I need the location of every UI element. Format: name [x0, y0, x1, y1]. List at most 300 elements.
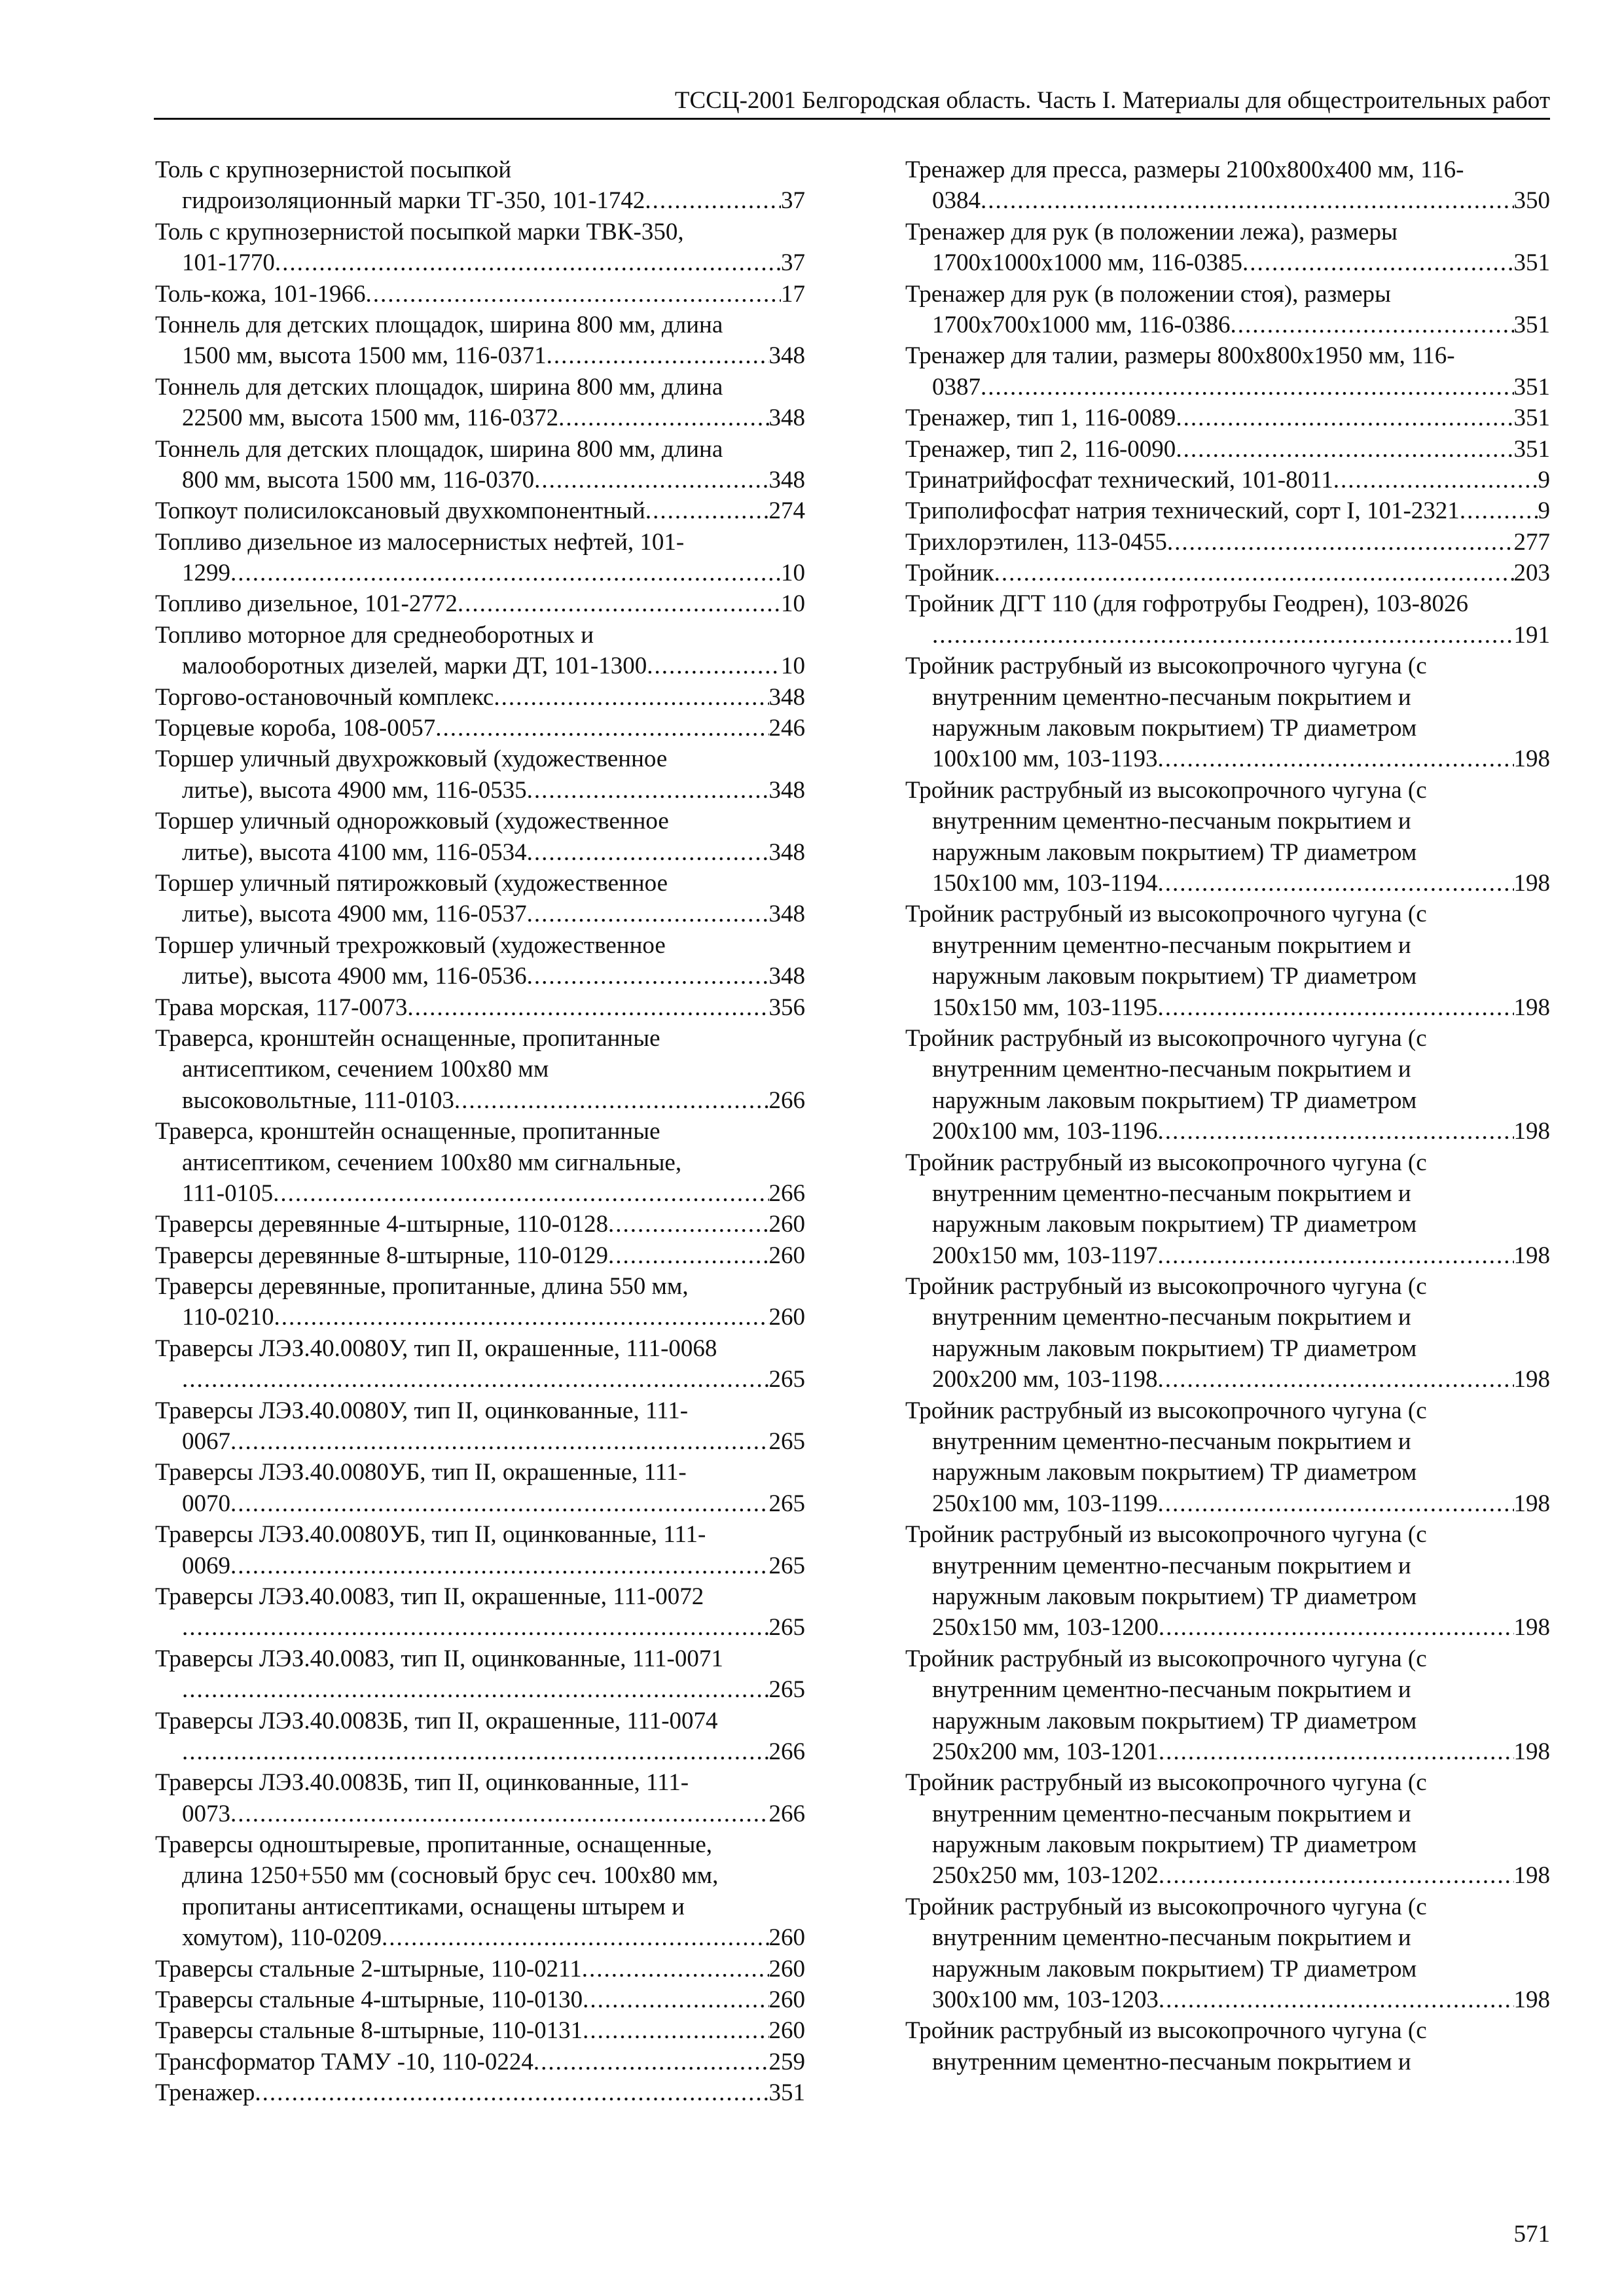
index-entry-text: Тройник раструбный из высокопрочного чугуна (с	[905, 901, 1427, 928]
dot-leader	[1176, 403, 1513, 433]
dot-leader	[1159, 1612, 1514, 1643]
index-entry-text: Траверсы деревянные 4-штырные, 110-0128	[155, 1211, 608, 1238]
index-entry-text: Трихлорэтилен, 113-0455	[905, 528, 1167, 556]
index-entry-leader-line	[155, 495, 805, 526]
index-entry-leader-line	[905, 1612, 1550, 1643]
index-entry-leader-line	[905, 247, 1550, 278]
index-column-right	[905, 154, 1550, 2077]
index-entry-text: внутренним цементно-песчаным покрытием и	[932, 1676, 1411, 1704]
index-entry-text: Траверсы ЛЭЗ.40.0083, тип II, окрашенные, 111-0072	[155, 1583, 704, 1610]
index-entry	[905, 651, 1550, 775]
index-entry-text: Траверсы деревянные 8-штырные, 110-0129	[155, 1242, 608, 1269]
index-entry-text: Тройник раструбный из высокопрочного чугуна (с	[905, 1024, 1427, 1052]
index-entry-page: 198	[1513, 1614, 1550, 1641]
index-entry-leader-line	[155, 713, 805, 744]
index-entry-leader-line	[155, 1488, 805, 1519]
index-entry-page: 10	[781, 653, 805, 680]
index-entry-leader-line	[155, 403, 805, 433]
index-entry-leader-line	[155, 1799, 805, 1829]
index-entry-leader-line	[155, 992, 805, 1023]
index-entry-page: 260	[768, 1304, 805, 1331]
index-entry-text: наружным лаковым покрытием) ТР диаметром	[932, 1831, 1417, 1859]
index-entry-leader-line	[155, 1085, 805, 1116]
index-entry-text: Тренажер для пресса, размеры 2100х800х400 мм, 116-	[905, 156, 1464, 183]
index-entry-leader-line	[905, 1116, 1550, 1147]
index-entry-text: Тренажер для рук (в положении стоя), размеры	[905, 280, 1391, 308]
index-entry-leader-line	[155, 1240, 805, 1271]
index-entry-leader-line	[155, 775, 805, 806]
index-entry-text: 110-0210	[182, 1304, 274, 1331]
index-entry	[155, 1395, 805, 1458]
index-entry-page: 348	[768, 342, 805, 370]
index-entry-leader-line	[155, 1551, 805, 1581]
index-entry	[155, 1767, 805, 1829]
index-entry-text: Тройник раструбный из высокопрочного чугуна (с	[905, 1769, 1427, 1797]
index-entry	[905, 217, 1550, 279]
index-entry-text: 0073	[182, 1800, 230, 1827]
index-entry-text: Топливо моторное для среднеоборотных и	[155, 621, 594, 649]
dot-leader	[645, 185, 781, 216]
index-entry	[155, 1271, 805, 1333]
index-entry	[155, 1240, 805, 1271]
index-entry-leader-line	[155, 588, 805, 619]
index-entry-leader-line	[155, 247, 805, 278]
index-entry	[155, 1954, 805, 1984]
index-entry-page: 9	[1538, 466, 1550, 493]
index-entry-leader-line	[905, 372, 1550, 403]
index-entry	[155, 806, 805, 868]
index-entry-page: 351	[1513, 435, 1550, 463]
index-entry-text: Траверсы деревянные, пропитанные, длина 550 мм,	[155, 1273, 689, 1300]
index-entry-page: 259	[768, 2048, 805, 2075]
index-entry-leader-line	[155, 2047, 805, 2077]
index-entry-text: гидроизоляционный марки ТГ-350, 101-1742	[182, 187, 645, 215]
index-entry-text: Траверсы стальные 4-штырные, 110-0130	[155, 1986, 583, 2014]
index-entry-text: Тройник	[905, 560, 994, 587]
index-entry-leader-line	[905, 310, 1550, 340]
dot-leader	[255, 2077, 768, 2108]
index-entry-page: 348	[768, 466, 805, 493]
dot-leader	[407, 992, 768, 1023]
index-entry	[155, 279, 805, 310]
index-entry-text: 0070	[182, 1490, 230, 1517]
index-entry-text: 250х100 мм, 103-1199	[932, 1490, 1158, 1517]
dot-leader	[1460, 495, 1538, 526]
index-entry-text: внутренним цементно-песчаным покрытием и	[932, 683, 1411, 711]
dot-leader	[274, 1302, 768, 1333]
index-entry-leader-line	[905, 744, 1550, 774]
index-entry-page: 17	[781, 280, 805, 308]
index-entry-leader-line	[155, 465, 805, 495]
index-entry-text: литье), высота 4900 мм, 116-0535	[182, 776, 527, 804]
dot-leader	[230, 1426, 769, 1457]
index-entry	[905, 899, 1550, 1023]
index-entry-text: Тройник раструбный из высокопрочного чугуна (с	[905, 2017, 1427, 2045]
dot-leader	[230, 1799, 769, 1829]
index-entry-leader-line	[905, 434, 1550, 465]
index-entry-text: внутренним цементно-песчаным покрытием и	[932, 1428, 1411, 1456]
index-entry-page: 198	[1513, 869, 1550, 897]
index-entry-page: 351	[768, 2079, 805, 2107]
index-entry-page: 10	[781, 590, 805, 618]
index-entry-text: Топливо дизельное из малосернистых нефтей, 101-	[155, 528, 685, 556]
index-entry-text: Тройник раструбный из высокопрочного чугуна (с	[905, 1645, 1427, 1672]
index-entry	[155, 372, 805, 434]
index-entry-text: Толь с крупнозернистой посыпкой	[155, 156, 512, 183]
index-entry-text: 200х200 мм, 103-1198	[932, 1366, 1158, 1393]
index-entry-text: антисептиком, сечением 100х80 мм сигнальные,	[182, 1149, 682, 1176]
index-entry	[905, 279, 1550, 341]
index-entry-text: Тройник раструбный из высокопрочного чугуна (с	[905, 1149, 1427, 1176]
index-entry	[155, 2015, 805, 2046]
dot-leader	[1231, 310, 1514, 340]
index-entry-text: Торшер уличный однорожковый (художественное	[155, 808, 669, 835]
index-entry	[905, 1271, 1550, 1395]
index-entry-text: Тренажер, тип 1, 116-0089	[905, 404, 1176, 432]
index-entry-page: 198	[1513, 1118, 1550, 1145]
index-entry-text: 200х100 мм, 103-1196	[932, 1118, 1158, 1145]
index-entry-page: 9	[1538, 497, 1550, 525]
dot-leader	[558, 403, 768, 433]
index-entry-leader-line	[905, 185, 1550, 216]
index-entry-leader-line	[155, 558, 805, 588]
dot-leader	[230, 1488, 769, 1519]
index-entry-text: Топливо дизельное, 101-2772	[155, 590, 458, 618]
index-entry-text: малооборотных дизелей, марки ДТ, 101-1300	[182, 653, 647, 680]
index-entry-leader-line	[905, 465, 1550, 495]
index-entry-page: 351	[1513, 311, 1550, 338]
index-entry-page: 356	[768, 994, 805, 1021]
header-title: ТССЦ-2001 Белгородская область. Часть I. Материалы для общестроительных работ	[674, 87, 1550, 114]
index-entry	[905, 775, 1550, 899]
index-entry-text: Траверсы ЛЭЗ.40.0083Б, тип II, оцинкованные, 111-	[155, 1769, 689, 1797]
dot-leader	[647, 651, 781, 681]
index-entry-text: 22500 мм, высота 1500 мм, 116-0372	[182, 404, 559, 432]
index-entry-text: Тоннель для детских площадок, ширина 800 мм, длина	[155, 373, 723, 401]
index-entry-text: длина 1250+550 мм (сосновый брус сеч. 100х80 мм,	[182, 1862, 719, 1890]
index-entry-text: литье), высота 4900 мм, 116-0536	[182, 963, 527, 990]
dot-leader	[981, 185, 1514, 216]
index-entry-text: наружным лаковым покрытием) ТР диаметром	[932, 1955, 1417, 1982]
index-entry-leader-line	[905, 868, 1550, 899]
index-entry-page: 260	[768, 1211, 805, 1238]
index-entry-text: 0069	[182, 1552, 230, 1579]
index-entry-text: Торшер уличный двухрожковый (художественное	[155, 745, 668, 773]
index-entry-text: Тренажер для рук (в положении лежа), размеры	[905, 218, 1398, 245]
index-entry-text: внутренним цементно-песчаным покрытием и	[932, 1800, 1411, 1827]
index-entry-text: внутренним цементно-песчаным покрытием и	[932, 808, 1411, 835]
index-entry	[155, 682, 805, 713]
index-entry-text: Траверсы ЛЭЗ.40.0080У, тип II, оцинкованные, 111-	[155, 1397, 689, 1424]
index-entry-leader-line	[155, 279, 805, 310]
index-entry-page: 266	[768, 1738, 805, 1765]
dot-leader	[534, 465, 768, 495]
dot-leader	[527, 837, 769, 868]
index-entry-text: 150х150 мм, 103-1195	[932, 994, 1158, 1021]
index-entry	[155, 1023, 805, 1116]
dot-leader	[1333, 465, 1538, 495]
index-entry-page: 265	[768, 1428, 805, 1456]
index-entry-page: 348	[768, 963, 805, 990]
index-entry-page: 351	[1513, 404, 1550, 432]
dot-leader	[645, 495, 769, 526]
index-entry-page: 198	[1513, 994, 1550, 1021]
dot-leader	[273, 1178, 768, 1209]
dot-leader	[1158, 1116, 1514, 1147]
index-entry	[905, 434, 1550, 465]
dot-leader	[182, 1364, 769, 1395]
index-entry-text: Тренажер, тип 2, 116-0090	[905, 435, 1176, 463]
index-entry-leader-line	[155, 1426, 805, 1457]
index-entry-text: внутренним цементно-песчаным покрытием и	[932, 2048, 1411, 2075]
dot-leader	[583, 1984, 768, 2015]
index-entry-page: 198	[1513, 1738, 1550, 1765]
index-entry	[155, 310, 805, 372]
index-entry-text: Траверсы ЛЭЗ.40.0080УБ, тип II, оцинкованные, 111-	[155, 1521, 706, 1549]
index-entry-page: 274	[768, 497, 805, 525]
index-entry-leader-line	[155, 1364, 805, 1395]
index-entry-text: 1299	[182, 560, 230, 587]
index-entry-text: Траверсы ЛЭЗ.40.0083, тип II, оцинкованные, 111-0071	[155, 1645, 723, 1672]
index-entry-leader-line	[155, 1209, 805, 1240]
index-entry-text: внутренним цементно-песчаным покрытием и	[932, 1552, 1411, 1579]
index-entry-text: 150х100 мм, 103-1194	[932, 869, 1158, 897]
index-entry-text: 1700х1000х1000 мм, 116-0385	[932, 249, 1243, 277]
index-entry-text: наружным лаковым покрытием) ТР диаметром	[932, 1707, 1417, 1734]
index-entry-text: Триполифосфат натрия технический, сорт I, 101-2321	[905, 497, 1460, 525]
index-entry	[905, 1643, 1550, 1768]
dot-leader	[1159, 1860, 1514, 1891]
index-entry	[155, 217, 805, 279]
index-column-left	[155, 154, 805, 2109]
index-entry-text: 250х250 мм, 103-1202	[932, 1862, 1159, 1890]
index-entry-leader-line	[155, 340, 805, 371]
index-entry-leader-line	[155, 1674, 805, 1705]
index-entry-text: наружным лаковым покрытием) ТР диаметром	[932, 1583, 1417, 1610]
index-entry-text: 111-0105	[182, 1179, 274, 1207]
index-entry-leader-line	[155, 1954, 805, 1984]
index-entry-text: хомутом), 110-0209	[182, 1924, 382, 1952]
index-entry-text: высоковольтные, 111-0103	[182, 1086, 454, 1114]
index-entry-text: Тоннель для детских площадок, ширина 800 мм, длина	[155, 311, 723, 338]
index-entry-page: 348	[768, 776, 805, 804]
index-entry-text: внутренним цементно-песчаным покрытием и	[932, 1056, 1411, 1083]
index-entry-leader-line	[155, 1178, 805, 1209]
index-entry-leader-line	[905, 992, 1550, 1023]
dot-leader	[533, 2047, 769, 2077]
index-entry	[155, 1984, 805, 2015]
index-entry	[155, 744, 805, 806]
index-entry-text: внутренним цементно-песчаным покрытием и	[932, 1179, 1411, 1207]
index-entry	[905, 1023, 1550, 1147]
index-entry-page: 198	[1513, 1862, 1550, 1890]
index-entry-text: 300х100 мм, 103-1203	[932, 1986, 1159, 2014]
index-entry-text: внутренним цементно-песчаным покрытием и	[932, 1924, 1411, 1952]
index-entry-page: 266	[768, 1179, 805, 1207]
dot-leader	[230, 1551, 769, 1581]
index-entry	[155, 1829, 805, 1954]
index-entry-page: 37	[781, 187, 805, 215]
index-entry-text: наружным лаковым покрытием) ТР диаметром	[932, 1335, 1417, 1362]
dot-leader	[932, 620, 1514, 651]
index-entry-text: антисептиком, сечением 100х80 мм	[182, 1056, 549, 1083]
index-entry-text: наружным лаковым покрытием) ТР диаметром	[932, 1459, 1417, 1486]
index-entry	[155, 1519, 805, 1581]
index-entry-text: Торшер уличный трехрожковый (художественное	[155, 931, 666, 959]
index-entry-text: 0387	[932, 373, 981, 401]
index-entry	[155, 527, 805, 589]
index-entry-page: 198	[1513, 1242, 1550, 1269]
index-entry-leader-line	[155, 1984, 805, 2015]
index-entry	[905, 495, 1550, 526]
index-entry-text: Тринатрийфосфат технический, 101-8011	[905, 466, 1333, 493]
index-entry-leader-line	[905, 1860, 1550, 1891]
dot-leader	[182, 1674, 769, 1705]
index-entry-page: 260	[768, 2017, 805, 2045]
index-entry-leader-line	[155, 682, 805, 713]
index-entry-leader-line	[155, 899, 805, 929]
index-entry-page: 260	[768, 1986, 805, 2014]
index-entry-page: 260	[768, 1955, 805, 1982]
index-entry-text: 200х150 мм, 103-1197	[932, 1242, 1158, 1269]
index-entry	[905, 2015, 1550, 2077]
dot-leader	[1159, 1984, 1514, 2015]
dot-leader	[1158, 1364, 1514, 1395]
index-entry-leader-line	[905, 1488, 1550, 1519]
index-entry	[905, 588, 1550, 651]
index-entry-page: 266	[768, 1800, 805, 1827]
index-entry-leader-line	[155, 1302, 805, 1333]
index-entry-text: Тройник раструбный из высокопрочного чугуна (с	[905, 1397, 1427, 1424]
index-entry-text: Торгово-остановочный комплекс	[155, 683, 494, 711]
index-entry-leader-line	[155, 1612, 805, 1643]
index-entry	[155, 588, 805, 619]
index-entry	[155, 2077, 805, 2108]
index-entry-page: 198	[1513, 745, 1550, 773]
index-entry-text: Тройник раструбный из высокопрочного чугуна (с	[905, 653, 1427, 680]
index-entry-page: 37	[781, 249, 805, 277]
dot-leader	[527, 775, 769, 806]
index-entry-text: 250х150 мм, 103-1200	[932, 1614, 1159, 1641]
index-entry-leader-line	[155, 1736, 805, 1767]
dot-leader	[182, 1736, 769, 1767]
index-entry-leader-line	[905, 1984, 1550, 2015]
index-entry-text: Тоннель для детских площадок, ширина 800 мм, длина	[155, 435, 723, 463]
index-entry-leader-line	[905, 1364, 1550, 1395]
index-entry	[155, 434, 805, 496]
index-entry-page: 260	[768, 1924, 805, 1952]
page-number: 571	[1513, 2221, 1550, 2248]
dot-leader	[1167, 527, 1514, 558]
dot-leader	[1159, 1736, 1514, 1767]
index-entry-page: 277	[1513, 528, 1550, 556]
dot-leader	[494, 682, 768, 713]
index-entry-page: 351	[1513, 373, 1550, 401]
index-entry-page: 265	[768, 1552, 805, 1579]
index-entry-text: 1700х700х1000 мм, 116-0386	[932, 311, 1231, 338]
index-entry-text: Траверсы стальные 8-штырные, 110-0131	[155, 2017, 583, 2045]
index-entry	[905, 527, 1550, 558]
index-entry-page: 265	[768, 1366, 805, 1393]
dot-leader	[382, 1922, 769, 1953]
index-entry-leader-line	[905, 1240, 1550, 1271]
index-entry-page: 350	[1513, 187, 1550, 215]
dot-leader	[365, 279, 781, 310]
dot-leader	[1176, 434, 1513, 465]
index-entry-page: 246	[768, 715, 805, 742]
index-entry-leader-line	[905, 495, 1550, 526]
index-entry	[905, 403, 1550, 433]
index-entry-text: Траверсы ЛЭЗ.40.0080У, тип II, окрашенные, 111-0068	[155, 1335, 717, 1362]
index-entry-text: Тройник ДГТ 110 (для гофротрубы Геодрен), 103-8026	[905, 590, 1468, 618]
index-entry	[155, 1643, 805, 1706]
index-entry	[155, 1706, 805, 1768]
index-entry	[905, 1892, 1550, 2016]
index-entry-page: 348	[768, 683, 805, 711]
index-entry-page: 348	[768, 901, 805, 928]
index-entry-text: Торшер уличный пятирожковый (художественное	[155, 869, 668, 897]
index-entry-text: 250х200 мм, 103-1201	[932, 1738, 1159, 1765]
dot-leader	[527, 961, 769, 992]
index-entry	[155, 620, 805, 682]
index-entry-text: Трансформатор ТАМУ -10, 110-0224	[155, 2048, 533, 2075]
index-entry-page: 351	[1513, 249, 1550, 277]
index-entry-text: Тренажер	[155, 2079, 255, 2107]
index-entry-page: 348	[768, 838, 805, 866]
index-entry	[905, 340, 1550, 403]
index-entry-text: 1500 мм, высота 1500 мм, 116-0371	[182, 342, 547, 370]
index-entry-leader-line	[905, 558, 1550, 588]
index-entry-leader-line	[905, 527, 1550, 558]
index-entry-text: пропитаны антисептиками, оснащены штырем и	[182, 1893, 685, 1920]
dot-leader	[608, 1209, 769, 1240]
dot-leader	[1158, 992, 1514, 1023]
index-entry-page: 10	[781, 560, 805, 587]
dot-leader	[435, 713, 768, 744]
dot-leader	[1158, 868, 1514, 899]
index-entry-text: внутренним цементно-песчаным покрытием и	[932, 1304, 1411, 1331]
index-entry-text: Трава морская, 117-0073	[155, 994, 408, 1021]
index-entry-text: 100х100 мм, 103-1193	[932, 745, 1158, 773]
dot-leader	[275, 247, 781, 278]
index-entry-text: 0067	[182, 1428, 230, 1456]
index-entry-leader-line	[155, 651, 805, 681]
index-entry-text: 101-1770	[182, 249, 275, 277]
dot-leader	[583, 2015, 768, 2046]
dot-leader	[994, 558, 1514, 588]
index-entry-text: Траверсы ЛЭЗ.40.0083Б, тип II, окрашенные, 111-0074	[155, 1707, 718, 1734]
dot-leader	[230, 558, 781, 588]
index-entry-page: 191	[1513, 621, 1550, 649]
index-entry	[155, 1333, 805, 1395]
index-entry-text: 0384	[932, 187, 981, 215]
index-entry	[155, 992, 805, 1023]
index-entry-page: 198	[1513, 1490, 1550, 1517]
index-entry-text: Толь с крупнозернистой посыпкой марки ТВК-350,	[155, 218, 684, 245]
index-entry	[905, 1519, 1550, 1643]
index-entry-page: 266	[768, 1086, 805, 1114]
index-entry-page: 265	[768, 1490, 805, 1517]
index-entry-page: 198	[1513, 1366, 1550, 1393]
index-entry-page: 203	[1513, 560, 1550, 587]
dot-leader	[454, 1085, 769, 1116]
index-entry	[155, 868, 805, 930]
index-entry-text: Траверсы стальные 2-штырные, 110-0211	[155, 1955, 582, 1982]
index-entry-text: 800 мм, высота 1500 мм, 116-0370	[182, 466, 535, 493]
index-entry-text: наружным лаковым покрытием) ТР диаметром	[932, 963, 1417, 990]
index-entry-text: Торцевые короба, 108-0057	[155, 715, 436, 742]
dot-leader	[608, 1240, 769, 1271]
